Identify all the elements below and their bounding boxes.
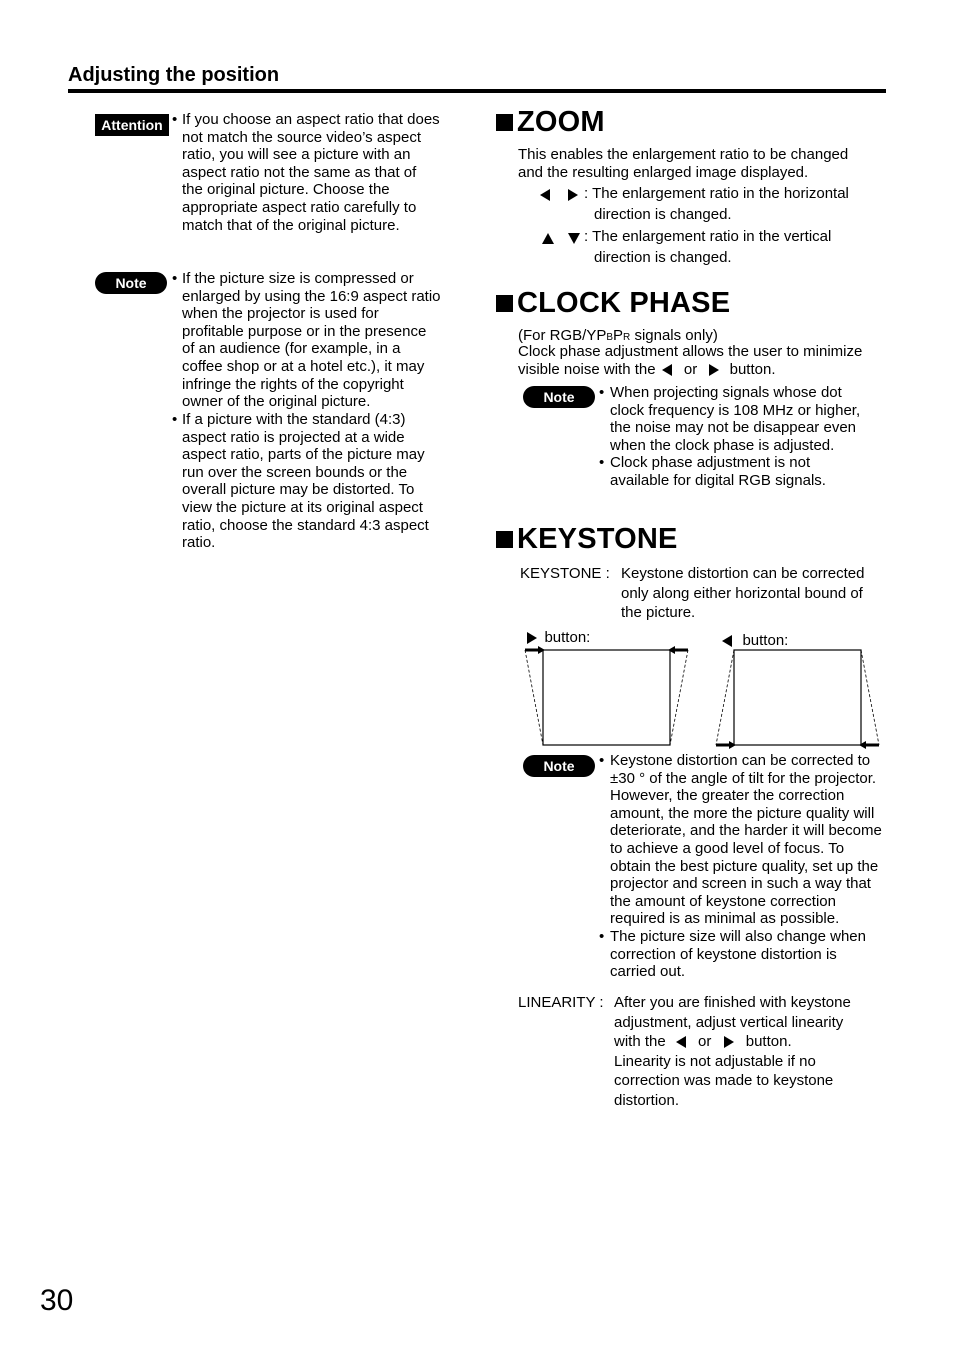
note-badge: Note <box>95 272 167 294</box>
page-section-title: Adjusting the position <box>68 64 280 86</box>
square-bullet-icon <box>496 531 513 548</box>
keystone-label: KEYSTONE : <box>520 565 610 582</box>
zoom-intro: This enables the enlargement ratio to be changed and the resulting enlarged image displayed. <box>518 146 849 181</box>
header-rule <box>68 89 886 93</box>
arrow-head-icon <box>538 646 545 654</box>
keystone-note-2: The picture size will also change when correction of keystone distortion is carried out. <box>610 928 866 981</box>
note-text-copyright: If the picture size is compressed or enlarged by using the 16:9 aspect ratio when the projector is used for profitable purpose or in the presence of an audience (for example, in a coffee shop or at a hotel etc.), it may infringe the rights of the copyright owner of the original picture. <box>182 270 441 411</box>
clock-phase-desc: Clock phase adjustment allows the user to minimize visible noise with the or button. <box>518 343 863 378</box>
clock-phase-note-2: Clock phase adjustment is not available for digital RGB signals. <box>610 454 826 489</box>
up-arrow-icon <box>542 233 554 244</box>
up-down-arrows <box>542 230 580 248</box>
arrow-head-icon <box>668 646 675 654</box>
attention-badge: Attention <box>95 114 169 136</box>
note-text-aspect: If a picture with the standard (4:3) aspect ratio is projected at a wide aspect ratio, parts of the picture may run over the screen bounds or the overall picture may be distorted. To view the picture at its original aspect ratio, choose the standard 4:3 aspect ratio. <box>182 411 429 552</box>
linearity-desc: After you are finished with keystone adjustment, adjust vertical linearity with the or button. Linearity is not adjustable if no correction was made to keystone distortion. <box>614 994 851 1109</box>
clock-phase-note-1: When projecting signals whose dot clock frequency is 108 MHz or higher, the noise may not be disappear even when the clock phase is adjusted. <box>610 384 861 454</box>
keystone-diagram-left <box>707 640 887 752</box>
zoom-heading: ZOOM <box>496 106 605 139</box>
right-arrow-icon <box>724 1036 734 1048</box>
bullet: • <box>599 454 605 471</box>
note-badge: Note <box>523 755 595 777</box>
keystone-note-1: Keystone distortion can be corrected to ±30 ° of the angle of tilt for the projector. However, the greater the correction amount, the more the picture quality will deteriorate, and the harder it will become to achieve a good level of focus. To obtain the best picture quality, set up the projector and screen in such a way that the amount of keystone correction required is as minimal as possible. <box>610 752 882 928</box>
bullet: • <box>172 270 178 287</box>
left-arrow-icon <box>676 1036 686 1048</box>
zoom-vertical-desc: : The enlargement ratio in the vertical direction is changed. <box>584 228 832 266</box>
square-bullet-icon <box>496 295 513 312</box>
keystone-dashed-edge <box>670 650 688 745</box>
bullet: • <box>172 411 178 428</box>
bullet: • <box>172 111 178 128</box>
screen-rect <box>543 650 670 745</box>
square-bullet-icon <box>496 114 513 131</box>
left-button-caption: button: <box>722 632 788 650</box>
linearity-label: LINEARITY : <box>518 994 604 1011</box>
clock-phase-signals: (For RGB/YPBPR signals only) <box>518 327 718 344</box>
keystone-diagram-right <box>515 640 695 752</box>
keystone-desc: Keystone distortion can be corrected only along either horizontal bound of the picture. <box>621 565 865 621</box>
bullet: • <box>599 384 605 401</box>
keystone-dashed-edge <box>716 650 734 745</box>
left-arrow-icon <box>540 189 550 201</box>
zoom-horizontal-desc: : The enlargement ratio in the horizontal direction is changed. <box>584 185 849 223</box>
attention-text: If you choose an aspect ratio that does not match the source video’s aspect ratio, you will see a picture with an aspect ratio not the same as that of the original picture. Choose the appropriate aspect ratio carefully to match that of the original picture. <box>182 111 440 234</box>
clock-phase-heading: CLOCK PHASE <box>496 287 730 320</box>
keystone-dashed-edge <box>861 650 879 745</box>
note-badge: Note <box>523 386 595 408</box>
arrow-head-icon <box>859 741 866 749</box>
bullet: • <box>599 928 605 945</box>
right-arrow-icon <box>709 364 719 376</box>
right-button-caption: button: <box>527 629 590 647</box>
page-number: 30 <box>40 1284 74 1317</box>
keystone-dashed-edge <box>525 650 543 745</box>
arrow-head-icon <box>729 741 736 749</box>
left-right-arrows <box>540 186 578 204</box>
left-arrow-icon <box>662 364 672 376</box>
keystone-heading: KEYSTONE <box>496 523 678 556</box>
screen-rect <box>734 650 861 745</box>
bullet: • <box>599 752 605 769</box>
right-arrow-icon <box>568 189 578 201</box>
down-arrow-icon <box>568 233 580 244</box>
